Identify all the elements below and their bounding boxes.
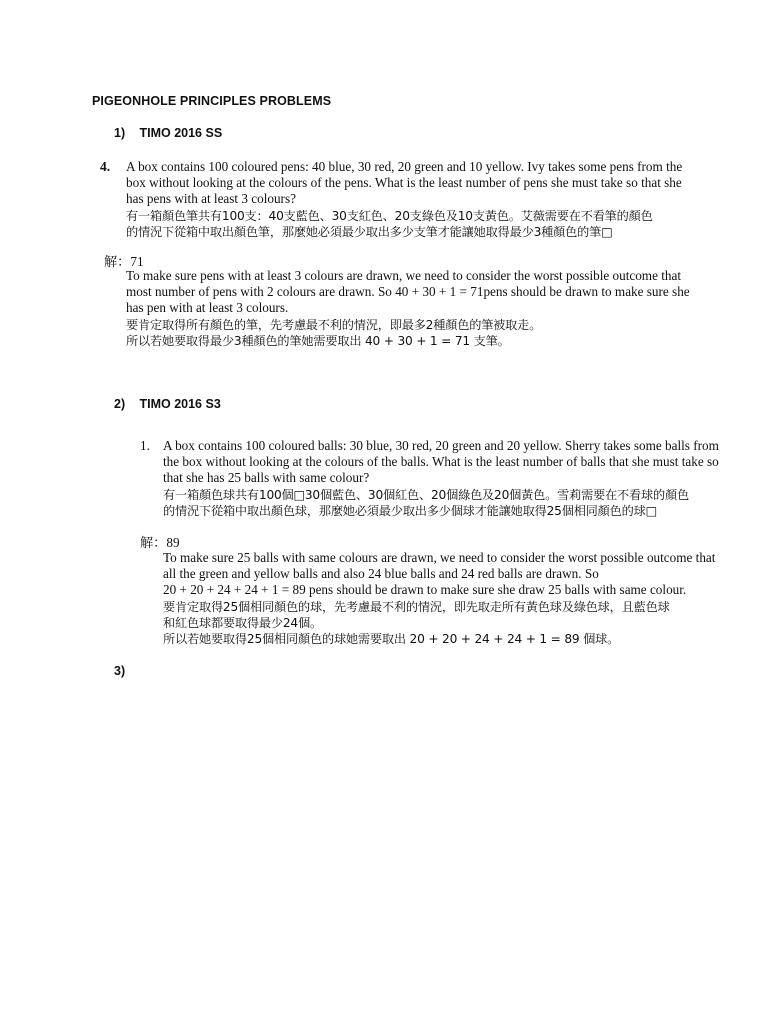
answer-2-zh-line-2: 和紅色球都要取得最少24個。 xyxy=(163,616,322,630)
section-1-number: 1) xyxy=(114,126,126,140)
section-1-heading xyxy=(114,126,222,140)
question-2-number: 1. xyxy=(140,438,150,453)
answer-1-zh-line-1: 要肯定取得所有顏色的筆，先考慮最不利的情況，即最多2種顏色的筆被取走。 xyxy=(126,318,542,332)
answer-1-en-line-3: has pen with at least 3 colours. xyxy=(126,300,289,315)
question-1-en-line-2: box without looking at the colours of the pens. What is the least number of pens she must take so that she xyxy=(126,175,682,190)
question-2-en-line-3: that she has 25 balls with same colour? xyxy=(163,470,370,485)
answer-2-en-line-2: all the green and yellow balls and also 24 blue balls and 24 red balls are drawn. So xyxy=(163,566,599,581)
answer-1-zh-line-2: 所以若她要取得最少3種顏色的筆她需要取出 40 + 30 + 1 = 71 支筆。 xyxy=(126,334,510,348)
answer-2-zh-line-1: 要肯定取得25個相同顏色的球，先考慮最不利的情況，即先取走所有黃色球及綠色球，且藍色球 xyxy=(163,600,670,614)
answer-2-label: 解：89 xyxy=(140,535,180,550)
question-2-zh-line-2: 的情況下從箱中取出顏色球，那麼她必須最少取出多少個球才能讓她取得25個相同顏色的球□ xyxy=(163,504,657,518)
section-3-number: 3) xyxy=(114,664,126,678)
question-2-zh-line-1: 有一箱顏色球共有100個□30個藍色、30個紅色、20個綠色及20個黃色。雪莉需要在不看球的顏色 xyxy=(163,488,689,502)
question-2-en-line-1: A box contains 100 coloured balls: 30 blue, 30 red, 20 green and 20 yellow. Sherry takes some balls from xyxy=(163,438,719,453)
answer-2-zh-line-3: 所以若她要取得25個相同顏色的球她需要取出 20 + 20 + 24 + 24 + 1 = 89 個球。 xyxy=(163,632,620,646)
question-1-en-line-3: has pens with at least 3 colours? xyxy=(126,191,296,206)
answer-1-en-line-2: most number of pens with 2 colours are drawn. So 40 + 30 + 1 = 71pens should be drawn to make sure she xyxy=(126,284,690,299)
section-3-heading xyxy=(114,664,136,678)
question-1-number: 4. xyxy=(100,159,111,174)
answer-1-label: 解：71 xyxy=(104,254,144,269)
section-2-heading xyxy=(114,397,221,411)
answer-1-en-line-1: To make sure pens with at least 3 colours are drawn, we need to consider the worst possible outcome that xyxy=(126,268,681,283)
question-1-en-line-1: A box contains 100 coloured pens: 40 blue, 30 red, 20 green and 10 yellow. Ivy takes some pens from the xyxy=(126,159,683,174)
answer-2-en-line-1: To make sure 25 balls with same colours are drawn, we need to consider the worst possible outcome that xyxy=(163,550,716,565)
question-1-zh-line-1: 有一箱顏色筆共有100支：40支藍色、30支紅色、20支綠色及10支黃色。艾薇需要在不看筆的顏色 xyxy=(126,209,653,223)
question-1-zh-line-2: 的情況下從箱中取出顏色筆，那麼她必須最少取出多少支筆才能讓她取得最少3種顏色的筆□ xyxy=(126,225,613,239)
question-2-en-line-2: the box without looking at the colours of the balls. What is the least number of balls that she must take so xyxy=(163,454,719,469)
section-1-title: TIMO 2016 SS xyxy=(139,126,223,140)
document-title: PIGEONHOLE PRINCIPLES PROBLEMS xyxy=(92,94,332,108)
section-2-title: TIMO 2016 S3 xyxy=(139,397,221,411)
answer-2-en-line-3: 20 + 20 + 24 + 24 + 1 = 89 pens should be drawn to make sure she draw 25 balls with same colour. xyxy=(163,582,687,597)
section-2-number: 2) xyxy=(114,397,126,411)
